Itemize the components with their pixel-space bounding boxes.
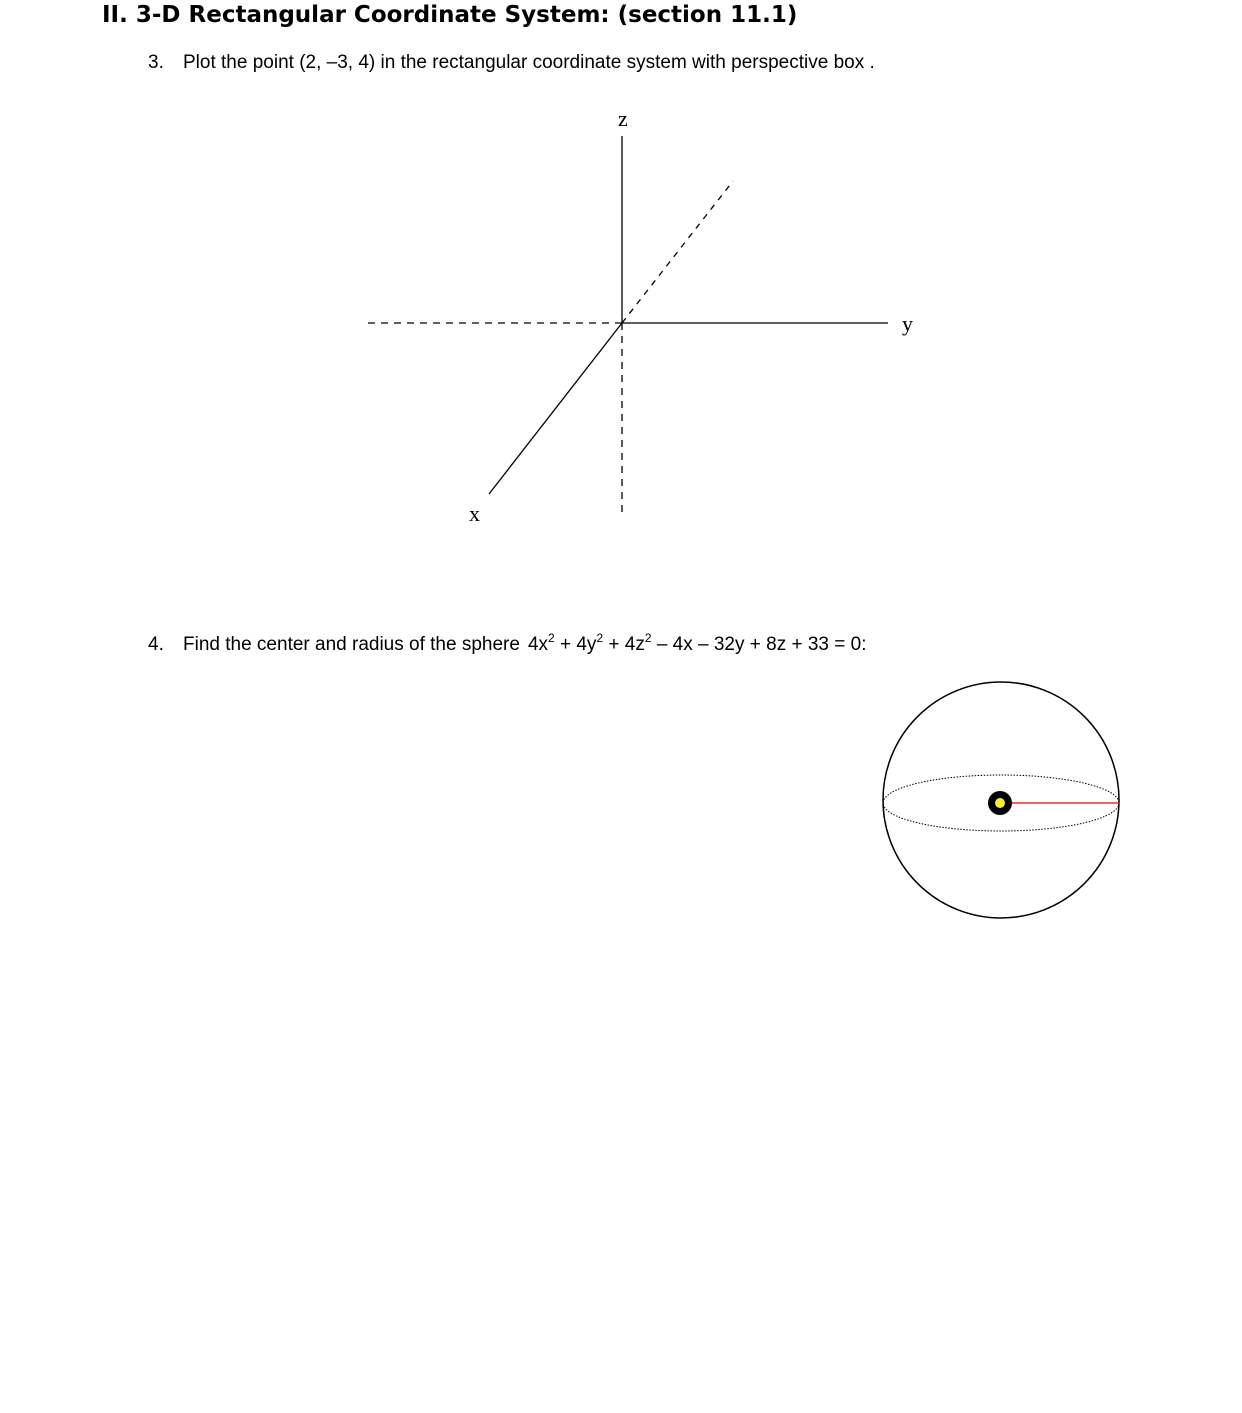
x-axis-label: x xyxy=(469,501,480,526)
sphere-center-dot xyxy=(995,798,1005,808)
problem-4-text: Find the center and radius of the sphere xyxy=(183,634,520,655)
problem-4-number: 4. xyxy=(148,634,164,655)
section-heading: II. 3-D Rectangular Coordinate System: (section 11.1) xyxy=(102,2,798,28)
y-axis-label: y xyxy=(902,311,913,336)
z-axis-label: z xyxy=(618,106,628,131)
sphere-equation: $4x^2 + 4y^2 + 4z^2 - 4x - 32y + 8z + 33 = 0$: xyxy=(527,631,867,655)
x-axis-positive xyxy=(489,323,622,494)
problem-3-number: 3. xyxy=(148,52,164,73)
sphere-diagram xyxy=(883,682,1119,918)
problem-3-text: Plot the point (2, –3, 4) in the rectangular coordinate system with perspective box . xyxy=(183,52,875,73)
x-axis-negative xyxy=(622,181,733,323)
coordinate-system-diagram xyxy=(368,106,913,526)
